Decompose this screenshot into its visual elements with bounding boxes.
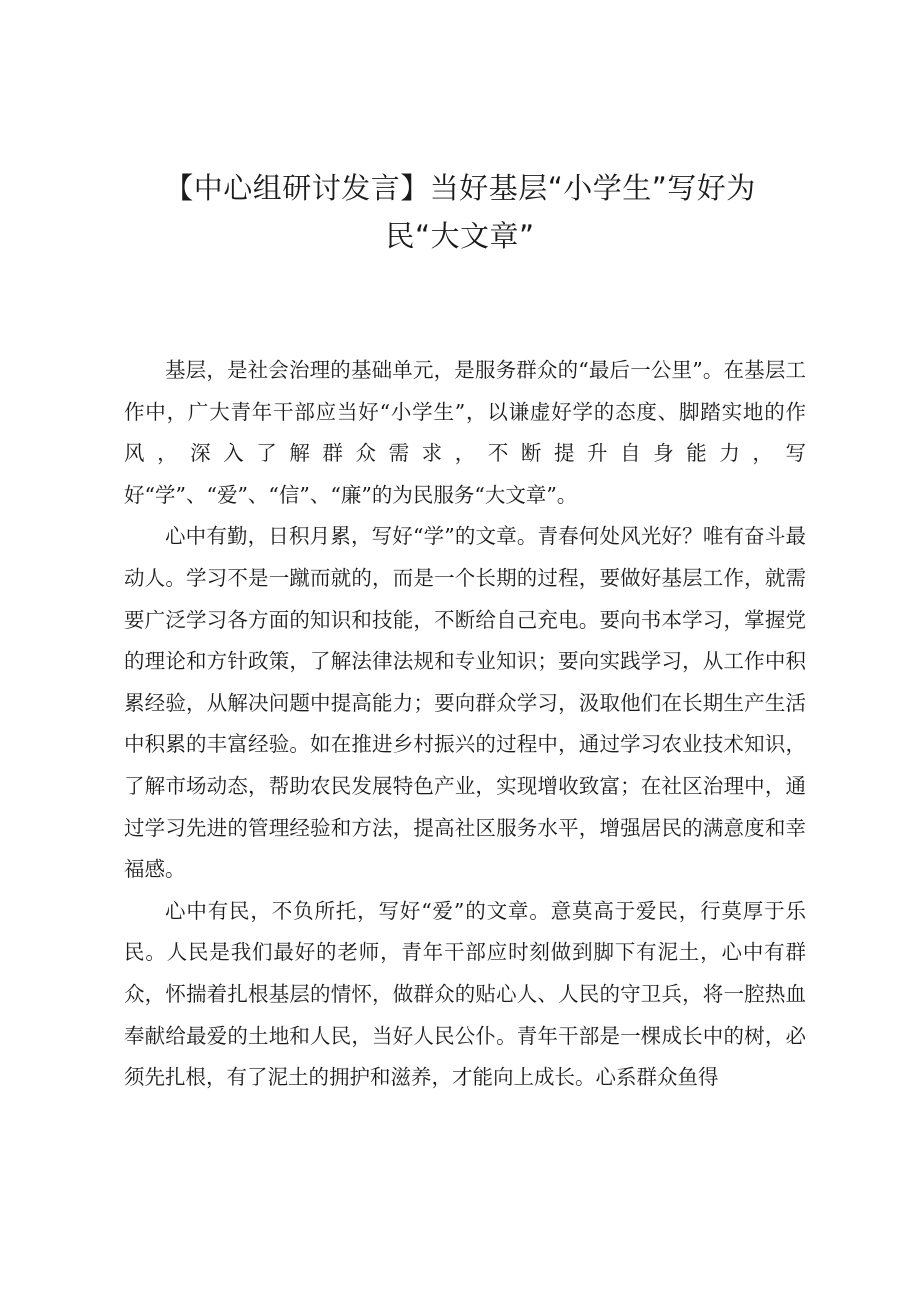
document-title [110,164,810,260]
paragraph-1: 基层，是社会治理的基础单元，是服务群众的“最后一公里”。在基层工作中，广大青年干部应当好“小学生”，以谦虚好学的态度、脚踏实地的作风，深入了解群众需求，不断提升自身能力，写好“学”、“爱”、“信”、“廉”的为民服务“大文章”。 [124,358,806,507]
title-line-2: 民“大文章” [385,219,535,253]
paragraph-3: 心中有民，不负所托，写好“爱”的文章。意莫高于爱民，行莫厚于乐民。人民是我们最好的老师，青年干部应时刻做到脚下有泥土，心中有群众，怀揣着扎根基层的情怀，做群众的贴心人、人民的守卫兵，将一腔热血奉献给最爱的土地和人民，当好人民公仆。青年干部是一棵成长中的树，必须先扎根，有了泥土的拥护和滋养，才能向上成长。心系群众鱼得 [124,898,806,1090]
document-body [124,350,806,1099]
title-line-1: 【中心组研讨发言】当好基层“小学生”写好为 [164,171,756,205]
paragraph-2: 心中有勤，日积月累，写好“学”的文章。青春何处风光好？唯有奋斗最动人。学习不是一蹴而就的，而是一个长期的过程，要做好基层工作，就需要广泛学习各方面的知识和技能，不断给自己充电。要向书本学习，掌握党的理论和方针政策，了解法律法规和专业知识；要向实践学习，从工作中积累经验，从解决问题中提高能力；要向群众学习，汲取他们在长期生产生活中积累的丰富经验。如在推进乡村振兴的过程中，通过学习农业技术知识，了解市场动态，帮助农民发展特色产业，实现增收致富；在社区治理中，通过学习先进的管理经验和方法，提高社区服务水平，增强居民的满意度和幸福感。 [124,524,806,882]
